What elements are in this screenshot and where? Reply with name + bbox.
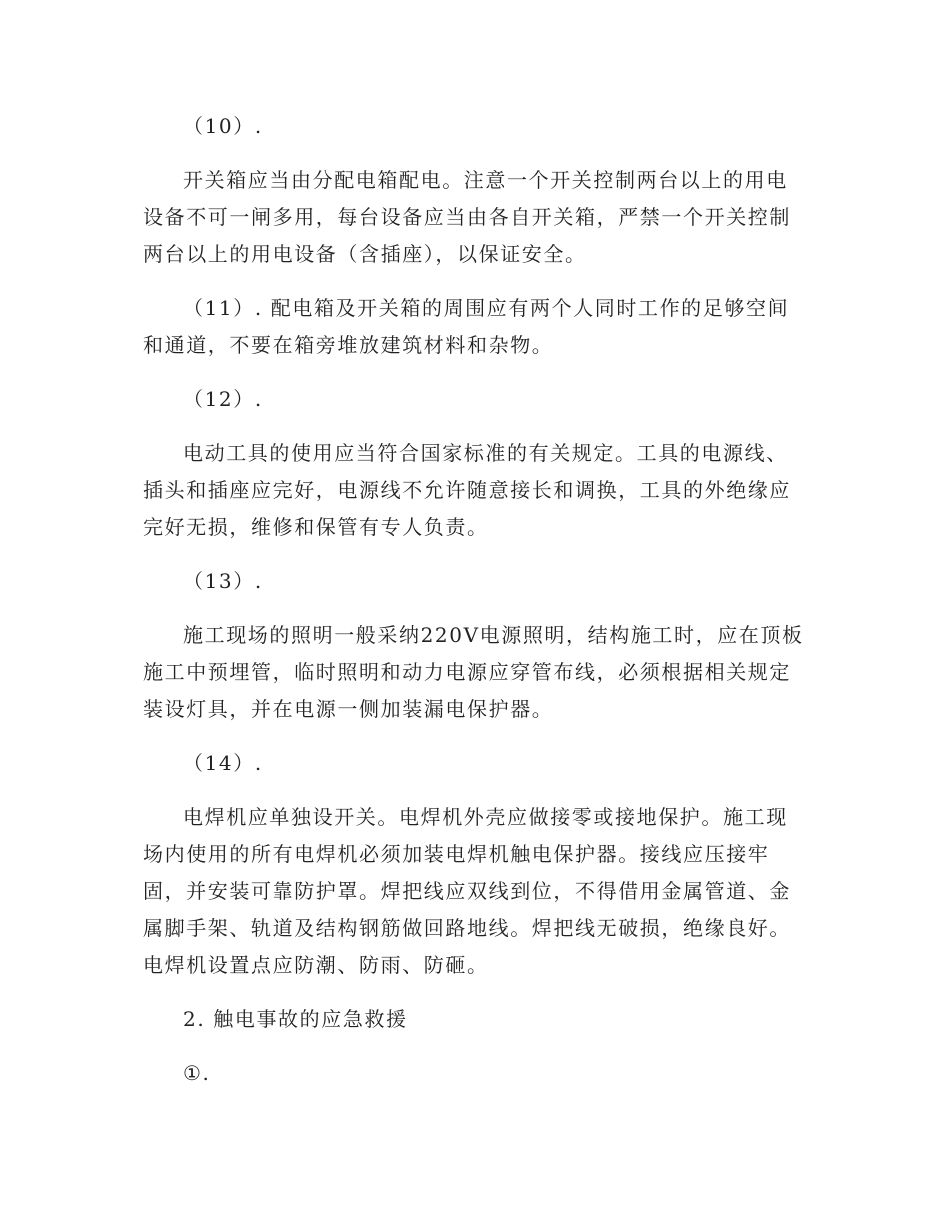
paragraph-power-tools: 电动工具的使用应当符合国家标准的有关规定。工具的电源线、插头和插座应完好，电源线不允许随意接长和调换，工具的外绝缘应完好无损，维修和保管有专人负责。 <box>143 441 791 539</box>
list-marker-1: ①. <box>183 1061 211 1085</box>
paragraph-lighting: 施工现场的照明一般采纳220V电源照明，结构施工时，应在顶板施工中预埋管，临时照明和动力电源应穿管布线，必须根据相关规定装设灯具，并在电源一侧加装漏电保护器。 <box>143 623 804 721</box>
paragraph-11: （11）. 配电箱及开关箱的周围应有两个人同时工作的足够空间和通道，不要在箱旁堆放建筑材料和杂物。 <box>143 296 790 357</box>
paragraph-12-heading: （12）. <box>183 387 263 411</box>
paragraph-10-heading: （10）. <box>183 114 263 138</box>
paragraph-welder: 电焊机应单独设开关。电焊机外壳应做接零或接地保护。施工现场内使用的所有电焊机必须加装电焊机触电保护器。接线应压接牢固，并安装可靠防护罩。焊把线应双线到位，不得借用金属管道、金属脚手架、轨道及结构钢筋做回路地线。焊把线无破损，绝缘良好。电焊机设置点应防潮、防雨、防砸。 <box>143 805 791 977</box>
paragraph-switchbox: 开关箱应当由分配电箱配电。注意一个开关控制两台以上的用电设备不可一闸多用，每台设备应当由各自开关箱，严禁一个开关控制两台以上的用电设备（含插座），以保证安全。 <box>143 168 791 266</box>
paragraph-13-heading: （13）. <box>183 569 263 593</box>
document-body <box>143 108 808 1092</box>
paragraph-14-heading: （14）. <box>183 751 263 775</box>
section-heading-electric-shock-rescue: 2. 触电事故的应急救援 <box>183 1007 408 1031</box>
